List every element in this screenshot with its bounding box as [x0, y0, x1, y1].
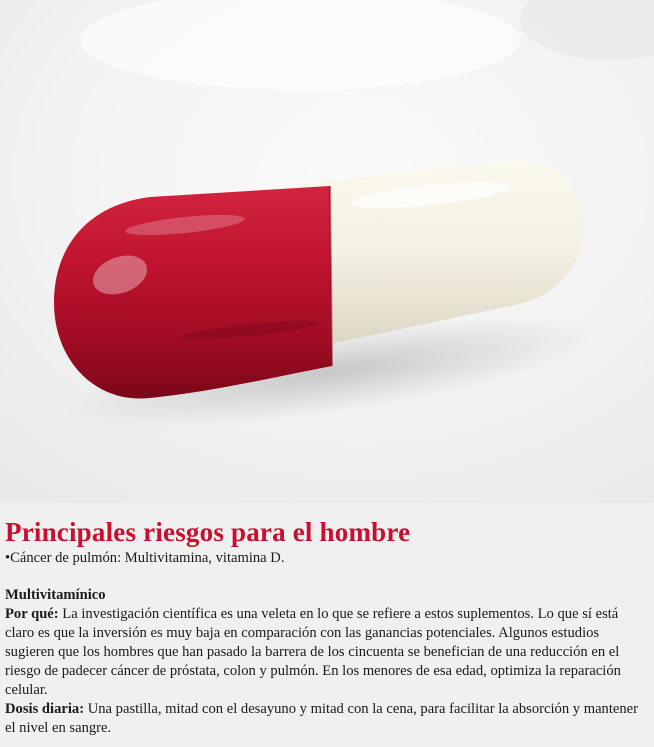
why-text: La investigación científica es una veleta en lo que se refiere a estos suplementos. Lo que sí está claro es que la inversión es muy baja en comparación con las ganancias potenciales. Algunos estudios sugieren que los hombres que han pasado la barrera de los cincuenta se benefician de una reducción en el riesgo de padecer cáncer de próstata, colon y pulmón. En los menores de esa edad, optimiza la reparación celular. — [5, 606, 621, 698]
risk-line: •Cáncer de pulmón: Multivitamina, vitamina D. — [5, 550, 285, 566]
article-text — [0, 503, 654, 747]
dose-label: Dosis diaria: — [5, 701, 85, 717]
article-title: Principales riesgos para el hombre — [5, 517, 411, 547]
spacer — [5, 568, 648, 586]
dose-paragraph — [5, 700, 648, 738]
why-paragraph — [5, 605, 648, 700]
section-heading: Multivitamínico — [5, 587, 106, 603]
dose-text: Una pastilla, mitad con el desayuno y mitad con la cena, para facilitar la absorción y mantener el nivel en sangre. — [5, 701, 639, 736]
why-label: Por qué: — [5, 606, 59, 622]
